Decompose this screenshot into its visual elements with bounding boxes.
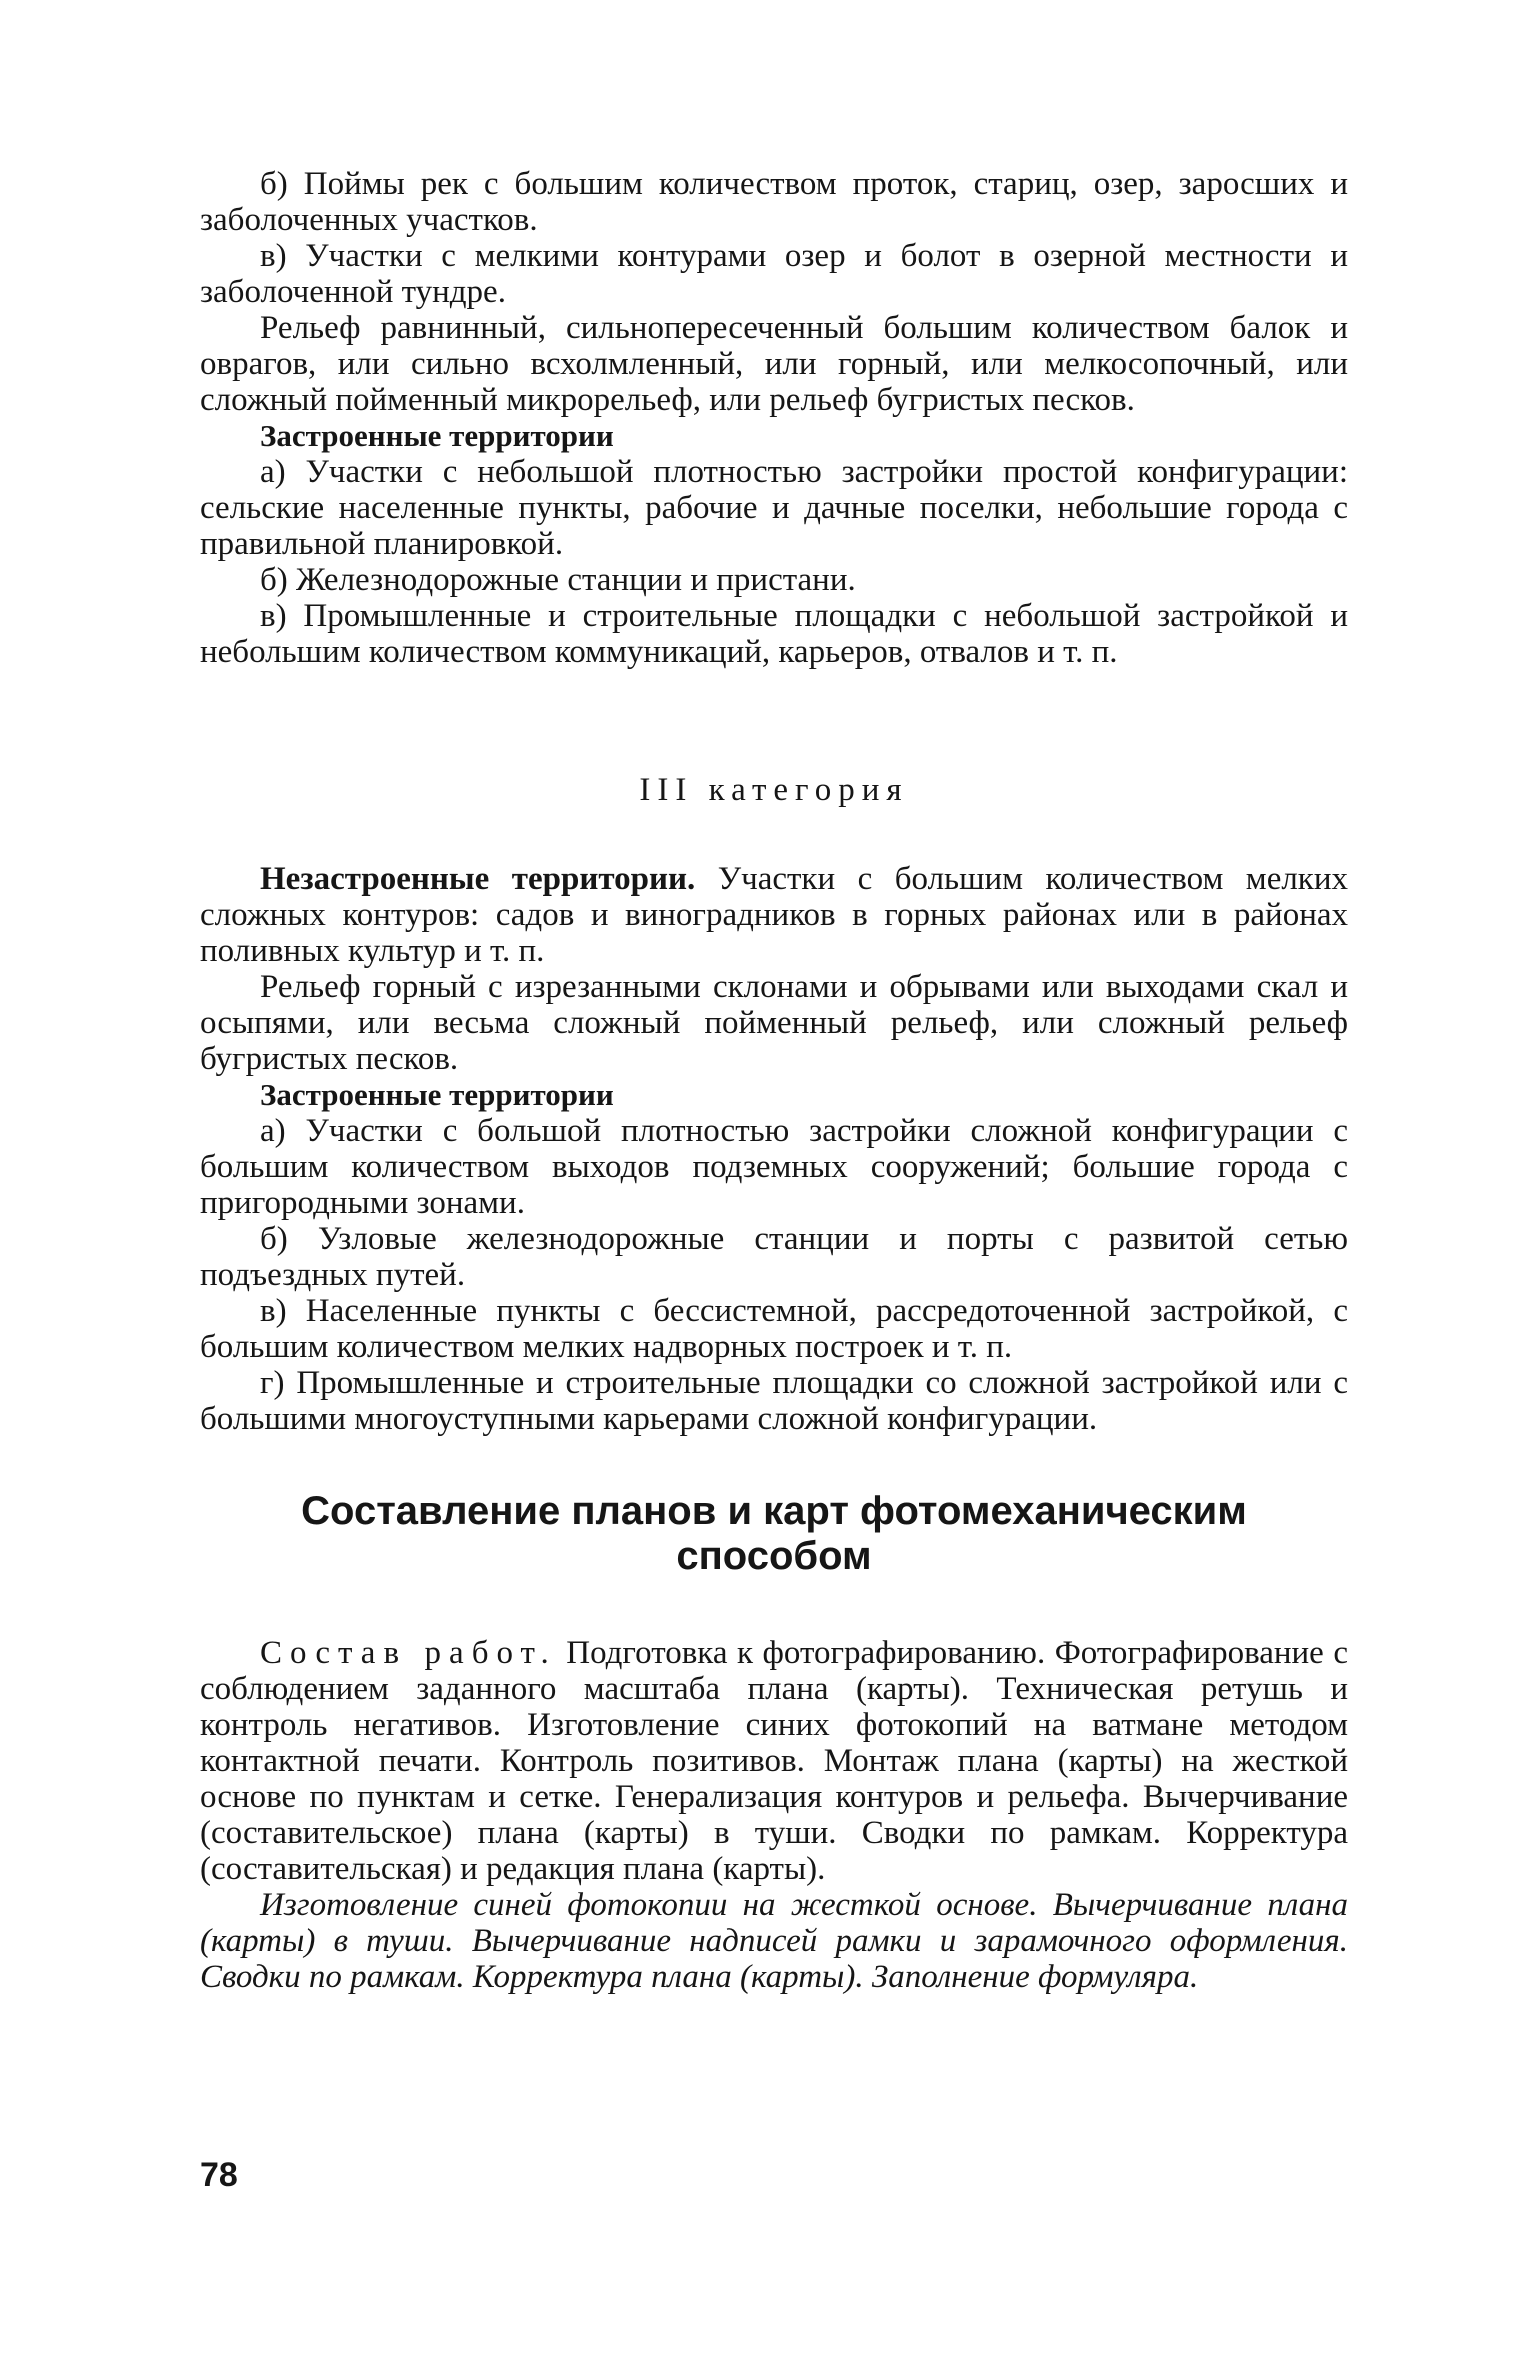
paragraph-work-composition xyxy=(200,1635,1348,1887)
paragraph-built-b-cat2: б) Железнодорожные станции и пристани. xyxy=(260,562,856,598)
paragraph-floodplains: б) Поймы рек с большим количеством проток, стариц, озер, заросших и заболоченных участков. xyxy=(200,166,1348,238)
paragraph-built-a-cat2: а) Участки с небольшой плотностью застройки простой конфигурации: сельские населенные пункты, рабочие и дачные поселки, небольшие города с правильной планировкой. xyxy=(200,454,1348,562)
page-number: 78 xyxy=(200,2156,238,2194)
paragraph-built-d-cat3: г) Промышленные и строительные площадки со сложной застройкой или с большими многоуступными карьерами сложной конфигурации. xyxy=(200,1365,1348,1437)
heading-built-territories-cat3: Застроенные территории xyxy=(260,1077,614,1112)
paragraph-built-c-cat2: в) Промышленные и строительные площадки с небольшой застройкой и небольшим количеством коммуникаций, карьеров, отвалов и т. п. xyxy=(200,598,1348,670)
paragraph-built-a-cat3: а) Участки с большой плотностью застройки сложной конфигурации с большим количеством выходов подземных сооружений; большие города с пригородными зонами. xyxy=(200,1113,1348,1221)
paragraph-relief-cat2: Рельеф равнинный, сильнопересеченный большим количеством балок и оврагов, или сильно всхолмленный, или горный, или мелкосопочный, или сложный пойменный микрорельеф, или рельеф бугристых песков. xyxy=(200,310,1348,418)
paragraph-built-b-cat3: б) Узловые железнодорожные станции и порты с развитой сетью подъездных путей. xyxy=(200,1221,1348,1293)
work-text: Подготовка к фотографированию. Фотографирование с соблюдением заданного масштаба плана (карты). Техническая ретушь и контроль негативов. Изготовление синих фотокопий на ватмане методом контактной печати. Контроль позитивов. Монтаж плана (карты) на жесткой основе по пунктам и сетке. Генерализация контуров и рельефа. Вычерчивание (составительское) плана (карты) в туши. Сводки по рамкам. Корректура (составительская) и редакция плана (карты). xyxy=(200,1635,1348,1887)
paragraph-built-c-cat3: в) Населенные пункты с бессистемной, рассредоточенной застройкой, с большим количеством мелких надворных построек и т. п. xyxy=(200,1293,1348,1365)
unbuilt-text: Участки с большим количеством мелких сложных контуров: садов и виноградников в горных районах или в районах поливных культур и т. п. xyxy=(200,861,1348,969)
paragraph-relief-cat3: Рельеф горный с изрезанными склонами и обрывами или выходами скал и осыпями, или весьма сложный пойменный рельеф, или сложный рельеф бугристых песков. xyxy=(200,969,1348,1077)
paragraph-unbuilt-cat3 xyxy=(200,861,1348,969)
page-body xyxy=(200,166,1348,1995)
category-title: III категория xyxy=(639,772,909,808)
section-title: Составление планов и карт фотомеханическим способом xyxy=(301,1489,1247,1578)
work-label: Состав работ. xyxy=(260,1635,557,1671)
heading-unbuilt-territories: Незастроенные территории. xyxy=(260,861,696,897)
paragraph-copy-procedure: Изготовление синей фотокопии на жесткой основе. Вычерчивание плана (карты) в туши. Вычерчивание надписей рамки и зарамочного оформления. Сводки по рамкам. Корректура плана (карты). Заполнение формуляра. xyxy=(200,1887,1348,1995)
paragraph-small-contours: в) Участки с мелкими контурами озер и болот в озерной местности и заболоченной тундре. xyxy=(200,238,1348,310)
heading-built-territories-cat2: Застроенные территории xyxy=(260,418,614,453)
